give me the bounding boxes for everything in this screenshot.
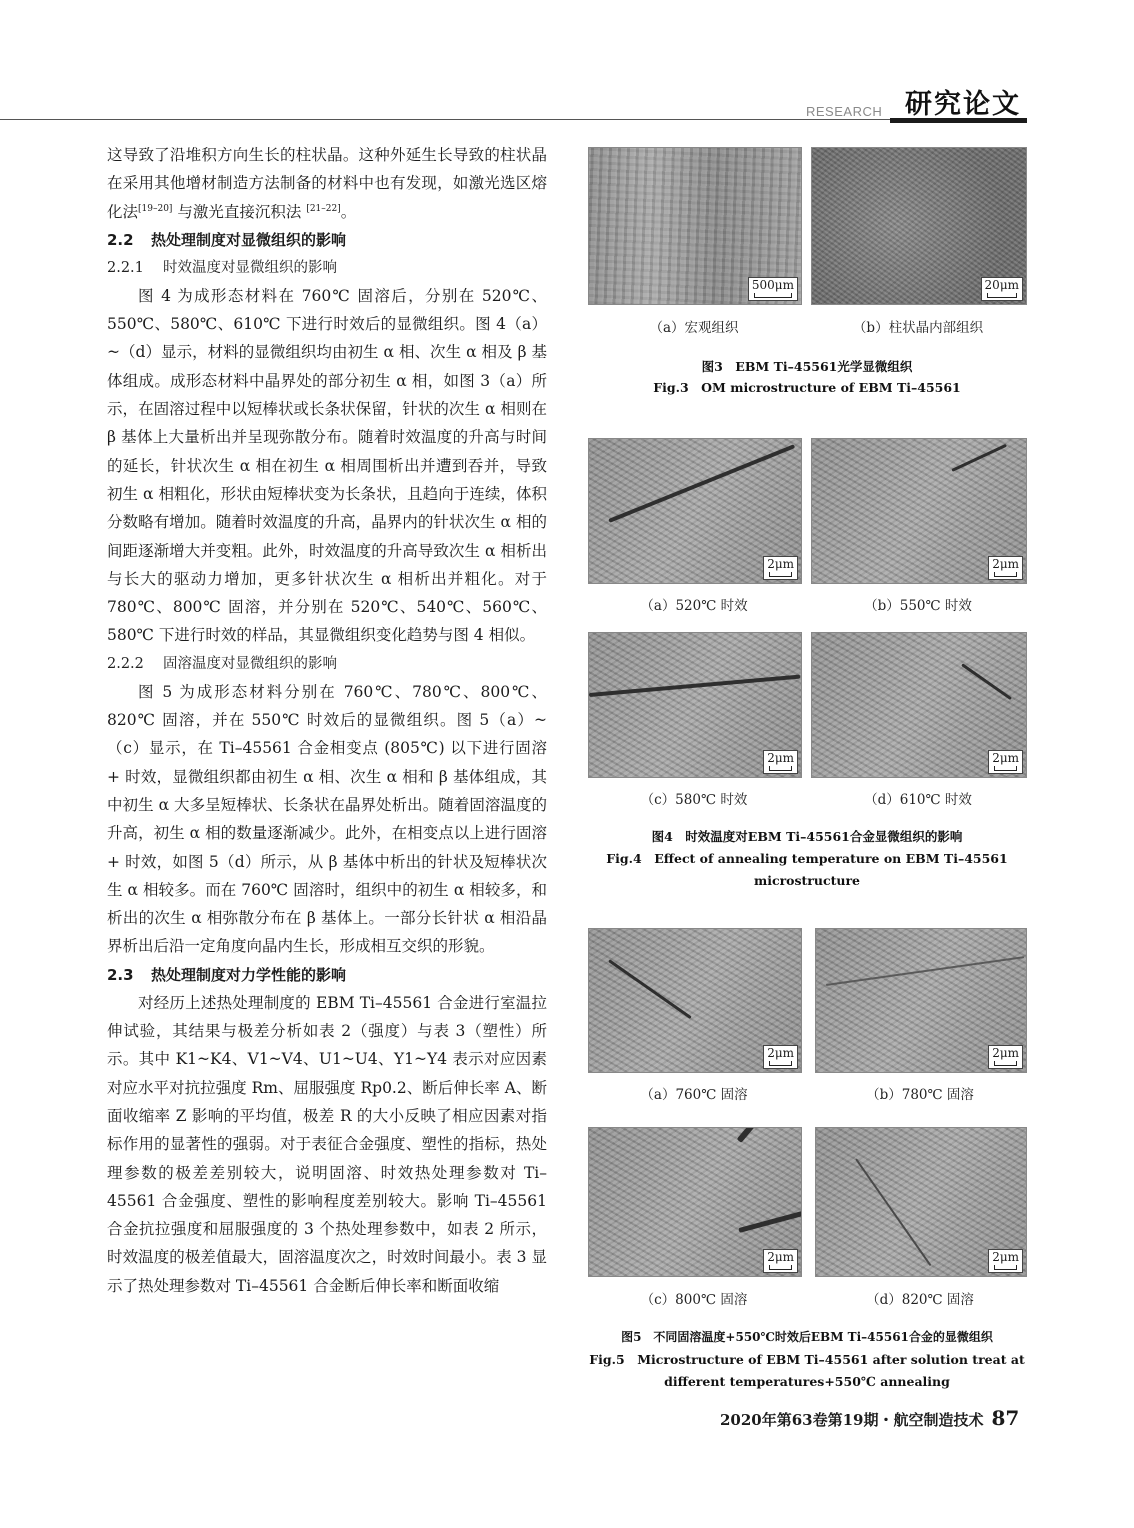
heading-2-2-1: 2.2.1 时效温度对显微组织的影响 [107, 259, 337, 276]
fig4d-micrograph [811, 632, 1027, 778]
fig4b-micrograph [811, 438, 1027, 584]
journal-name: 2020年第63卷第19期・航空制造技术 [720, 1411, 984, 1429]
scale-bar: 2μm [763, 556, 798, 580]
fig3b-caption: （b）柱状晶内部组织 [852, 320, 984, 336]
body-text-column [107, 141, 547, 1300]
fig4b-caption: （b）550℃ 时效 [864, 598, 972, 614]
fig4a-micrograph [588, 438, 802, 584]
heading-2-2: 2.2 热处理制度对显微组织的影响 [107, 230, 347, 249]
heading-2-2-2: 2.2.2 固溶温度对显微组织的影响 [107, 655, 337, 672]
fig5-caption-en-line1: Fig.5 Microstructure of EBM Ti–45561 after solution treat at [589, 1352, 1025, 1367]
scale-bar: 500μm [748, 277, 798, 301]
fig3a-micrograph [588, 147, 802, 305]
fig4d-caption: （d）610℃ 时效 [864, 792, 972, 808]
page-number: 87 [991, 1406, 1020, 1430]
header-rule [0, 119, 1027, 120]
scale-bar: 2μm [763, 1045, 798, 1069]
fig3b-micrograph [811, 147, 1027, 305]
fig4c-micrograph [588, 632, 802, 778]
paragraph-3: 图 5 为成形态材料分别在 760℃、780℃、800℃、820℃ 固溶，并在 550℃ 时效后的显微组织。图 5（a）~（c）显示，在 Ti–45561 合金相变点 (805℃) 以下进行固溶 + 时效，显微组织都由初生 α 相、次生 α 相和 β 基体组成，其中初生 α 大多呈短棒状、长条状在晶界处析出。随着固溶温度的升高，初生 α 相的数量逐渐减少。此外，在相变点以上进行固溶 + 时效，如图 5（d）所示，从 β 基体中析出的针状及短棒状次生 α 相较多。而在 760℃ 固溶时，组织中的初生 α 相较多，和析出的次生 α 相弥散分布在 β 基体上。一部分长针状 α 相沿晶界析出后沿一定角度向晶内生长，形成相互交织的形貌。 [107, 682, 547, 956]
citation-19-20: [19–20] [138, 203, 173, 214]
section-title: 研究论文 [905, 89, 1021, 120]
fig5d-micrograph [815, 1127, 1027, 1277]
fig5b-caption: （b）780℃ 固溶 [866, 1087, 974, 1103]
scale-bar: 2μm [988, 1249, 1023, 1273]
fig5-caption-en-line2: different temperatures+550℃ annealing [664, 1374, 950, 1389]
scale-bar: 2μm [763, 750, 798, 774]
fig4-caption-en-line1: Fig.4 Effect of annealing temperature on EBM Ti–45561 [606, 851, 1008, 866]
fig4a-caption: （a）520℃ 时效 [640, 598, 748, 614]
scale-bar: 20μm [981, 277, 1023, 301]
paragraph-4: 对经历上述热处理制度的 EBM Ti–45561 合金进行室温拉伸试验，其结果与极差分析如表 2（强度）与表 3（塑性）所示。其中 K1~K4、V1~V4、U1~U4、Y1~Y4 表示对应因素对应水平对抗拉强度 Rm、屈服强度 Rp0.2、断后伸长率 A、断面收缩率 Z 影响的平均值，极差 R 的大小反映了相应因素对指标作用的显著性的强弱。对于表征合金强度、塑性的指标，热处理参数的极差差别较大，说明固溶、时效热处理参数对 Ti–45561 合金强度、塑性的影响程度差别较大。影响 Ti–45561 合金抗拉强度和屈服强度的 3 个热处理参数中，如表 2 所示，时效温度的极差值最大，固溶温度次之，时效时间最小。表 3 显示了热处理参数对 Ti–45561 合金断后伸长率和断面收缩 [107, 993, 547, 1295]
fig5a-caption: （a）760℃ 固溶 [640, 1087, 748, 1103]
fig4c-caption: （c）580℃ 时效 [640, 792, 748, 808]
heading-2-3: 2.3 热处理制度对力学性能的影响 [107, 965, 347, 984]
fig3-caption-cn: 图3 EBM Ti–45561光学显微组织 [701, 359, 913, 374]
fig4-caption-en-line2: microstructure [753, 873, 860, 888]
fig5c-caption: （c）800℃ 固溶 [640, 1292, 748, 1308]
scale-bar: 2μm [988, 750, 1023, 774]
research-label: RESEARCH [806, 104, 883, 119]
citation-21-22: [21–22] [306, 203, 341, 214]
paragraph-1: 这导致了沿堆积方向生长的柱状晶。这种外延生长导致的柱状晶在采用其他增材制造方法制备的材料中也有发现，如激光选区熔化法[19–20] 与激光直接沉积法 [21–22]。 [107, 146, 547, 221]
fig5b-micrograph [815, 928, 1027, 1073]
fig3a-caption: （a）宏观组织 [649, 320, 739, 336]
scale-bar: 2μm [763, 1249, 798, 1273]
fig4-caption-cn: 图4 时效温度对EBM Ti–45561合金显微组织的影响 [651, 829, 963, 844]
fig5-caption-cn: 图5 不同固溶温度+550℃时效后EBM Ti–45561合金的显微组织 [621, 1330, 993, 1344]
page-footer [720, 1406, 1019, 1430]
fig5c-micrograph [588, 1127, 802, 1277]
scale-bar: 2μm [988, 1045, 1023, 1069]
fig5d-caption: （d）820℃ 固溶 [866, 1292, 974, 1308]
fig5a-micrograph [588, 928, 802, 1073]
paragraph-2: 图 4 为成形态材料在 760℃ 固溶后，分别在 520℃、550℃、580℃、610℃ 下进行时效后的显微组织。图 4（a）~（d）显示，材料的显微组织均由初生 α 相、次生 α 相及 β 基体组成。成形态材料中晶界处的部分初生 α 相，如图 3（a）所示，在固溶过程中以短棒状或长条状保留，针状的次生 α 相则在 β 基体上大量析出并呈现弥散分布。随着时效温度的升高与时间的延长，针状次生 α 相在初生 α 相周围析出并遭到吞并，导致初生 α 相粗化，形状由短棒状变为长条状，且趋向于连续，体积分数略有增加。随着时效温度的升高，晶界内的针状次生 α 相的间距逐渐增大并变粗。此外，时效温度的升高导致次生 α 相析出与长大的驱动力增加，更多针状次生 α 相析出并粗化。对于 780℃、800℃ 固溶，并分别在 520℃、540℃、560℃、580℃ 下进行时效的样品，其显微组织变化趋势与图 4 相似。 [107, 286, 547, 645]
fig3-caption-en: Fig.3 OM microstructure of EBM Ti–45561 [653, 380, 961, 395]
scale-bar: 2μm [988, 556, 1023, 580]
